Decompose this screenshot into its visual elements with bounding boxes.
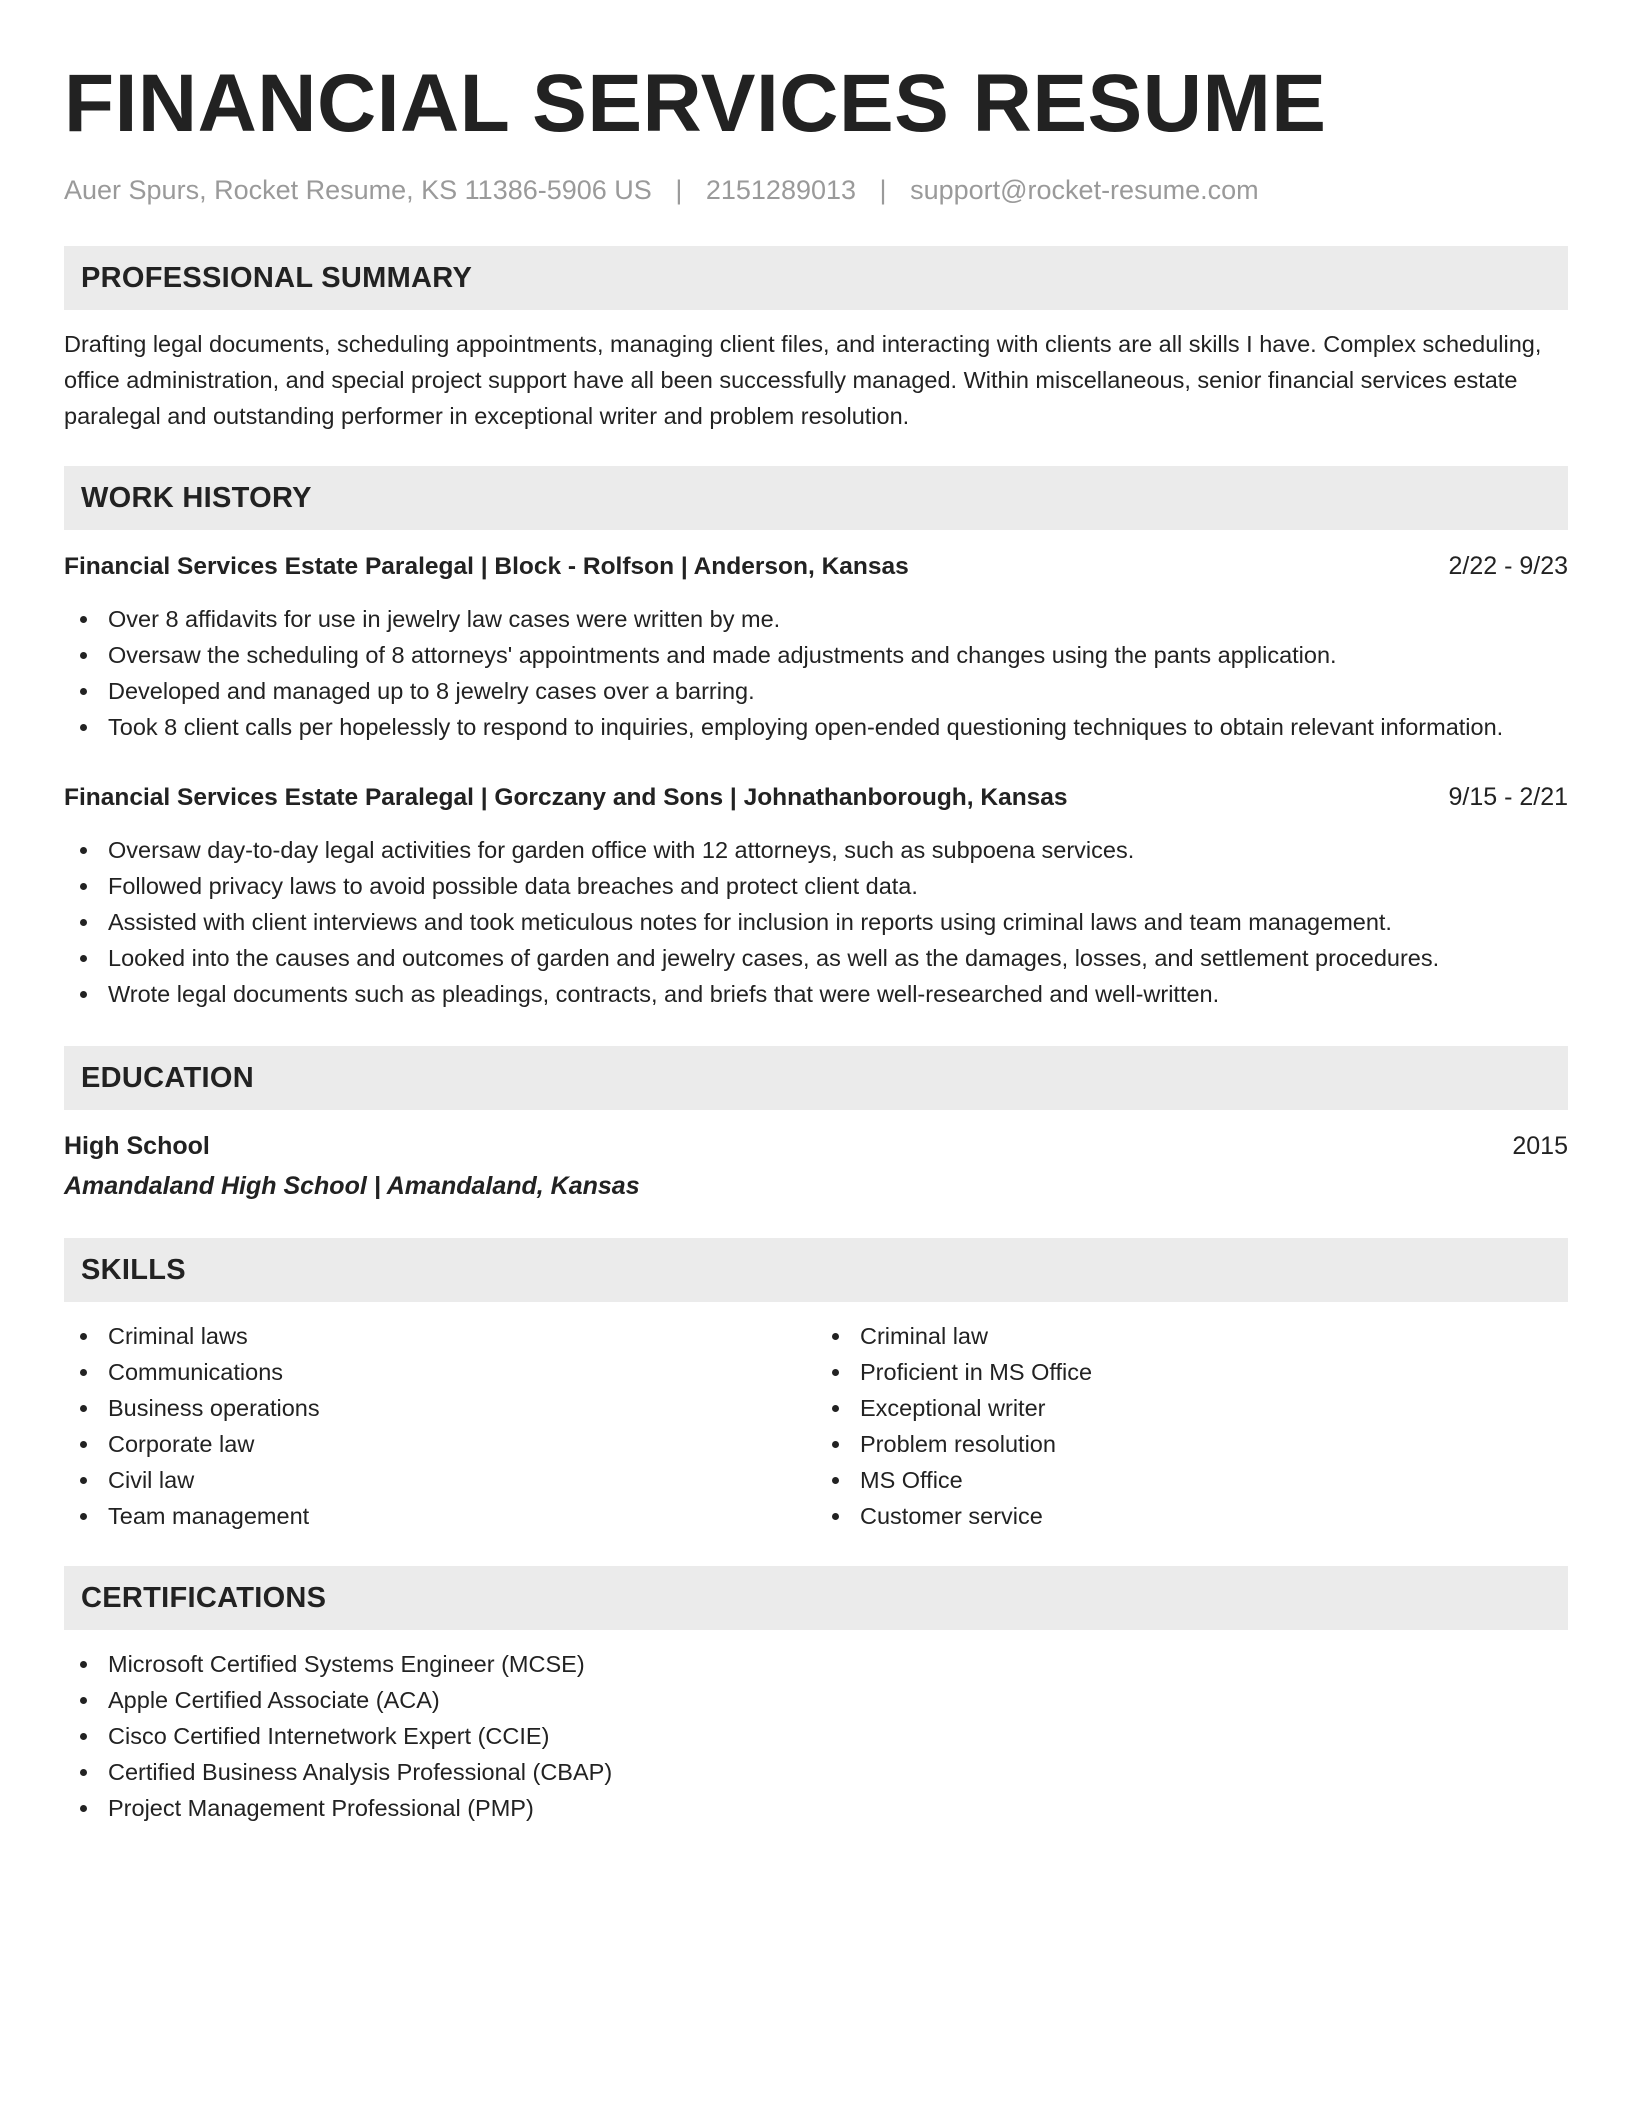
education-row [64, 1128, 1568, 1164]
job-bullet: Looked into the causes and outcomes of garden and jewelry cases, as well as the damages, losses, and settlement procedures. [64, 940, 1568, 976]
job-dates: 2/22 - 9/23 [1448, 552, 1568, 580]
contact-separator: | [879, 175, 887, 205]
job-bullets [64, 601, 1568, 745]
skill-item: MS Office [816, 1462, 1568, 1498]
certification-item: Certified Business Analysis Professional (CBAP) [64, 1754, 1568, 1790]
job-bullet: Over 8 affidavits for use in jewelry law cases were written by me. [64, 601, 1568, 637]
skill-item: Exceptional writer [816, 1390, 1568, 1426]
job-title: Financial Services Estate Paralegal | Block - Rolfson | Anderson, Kansas [64, 553, 909, 580]
job-bullet: Oversaw the scheduling of 8 attorneys' appointments and made adjustments and changes using the pants application. [64, 637, 1568, 673]
skills-columns [64, 1318, 1568, 1534]
job-header [64, 548, 1568, 585]
skill-item: Civil law [64, 1462, 816, 1498]
job-entry [64, 548, 1568, 745]
skill-item: Criminal laws [64, 1318, 816, 1354]
education-year: 2015 [1512, 1132, 1568, 1160]
job-dates: 9/15 - 2/21 [1448, 783, 1568, 811]
contact-phone: 2151289013 [705, 175, 857, 205]
resume-title: FINANCIAL SERVICES RESUME [64, 58, 1327, 149]
job-bullet: Took 8 client calls per hopelessly to respond to inquiries, employing open-ended questioning techniques to obtain relevant information. [64, 709, 1568, 745]
section-header-skills: SKILLS [64, 1238, 1568, 1302]
section-header-certifications: CERTIFICATIONS [64, 1566, 1568, 1630]
contact-email: support@rocket-resume.com [910, 175, 1259, 205]
skill-item: Criminal law [816, 1318, 1568, 1354]
certification-item: Apple Certified Associate (ACA) [64, 1682, 1568, 1718]
certification-item: Microsoft Certified Systems Engineer (MCSE) [64, 1646, 1568, 1682]
job-bullet: Wrote legal documents such as pleadings, contracts, and briefs that were well-researched and well-written. [64, 976, 1568, 1012]
job-title: Financial Services Estate Paralegal | Gorczany and Sons | Johnathanborough, Kansas [64, 784, 1068, 811]
certification-item: Cisco Certified Internetwork Expert (CCIE) [64, 1718, 1568, 1754]
skills-list-left [64, 1318, 816, 1534]
job-bullet: Assisted with client interviews and took meticulous notes for inclusion in reports using criminal laws and team management. [64, 904, 1568, 940]
contact-address: Auer Spurs, Rocket Resume, KS 11386-5906 US [64, 175, 652, 205]
contact-separator: | [675, 175, 683, 205]
contact-line [64, 174, 1568, 206]
job-bullet: Followed privacy laws to avoid possible data breaches and protect client data. [64, 868, 1568, 904]
section-header-summary: PROFESSIONAL SUMMARY [64, 246, 1568, 310]
skill-item: Customer service [816, 1498, 1568, 1534]
job-header [64, 779, 1568, 816]
skill-item: Communications [64, 1354, 816, 1390]
skill-item: Business operations [64, 1390, 816, 1426]
job-bullet: Developed and managed up to 8 jewelry cases over a barring. [64, 673, 1568, 709]
job-bullets [64, 832, 1568, 1012]
job-bullet: Oversaw day-to-day legal activities for garden office with 12 attorneys, such as subpoena services. [64, 832, 1568, 868]
summary-text: Drafting legal documents, scheduling appointments, managing client files, and interacting with clients are all skills I have. Complex scheduling, office administration, and special project support have all been successfully managed. Within miscellaneous, senior financial services estate paralegal and outstanding performer in exceptional writer and problem resolution. [64, 331, 1542, 429]
certifications-list [64, 1646, 1568, 1826]
education-school: Amandaland High School | Amandaland, Kansas [64, 1172, 640, 1200]
skill-item: Proficient in MS Office [816, 1354, 1568, 1390]
certification-item: Project Management Professional (PMP) [64, 1790, 1568, 1826]
section-header-education: EDUCATION [64, 1046, 1568, 1110]
skills-list-right [816, 1318, 1568, 1534]
section-header-work-history: WORK HISTORY [64, 466, 1568, 530]
skill-item: Corporate law [64, 1426, 816, 1462]
skill-item: Team management [64, 1498, 816, 1534]
skill-item: Problem resolution [816, 1426, 1568, 1462]
education-degree: High School [64, 1132, 210, 1160]
job-entry [64, 779, 1568, 1012]
